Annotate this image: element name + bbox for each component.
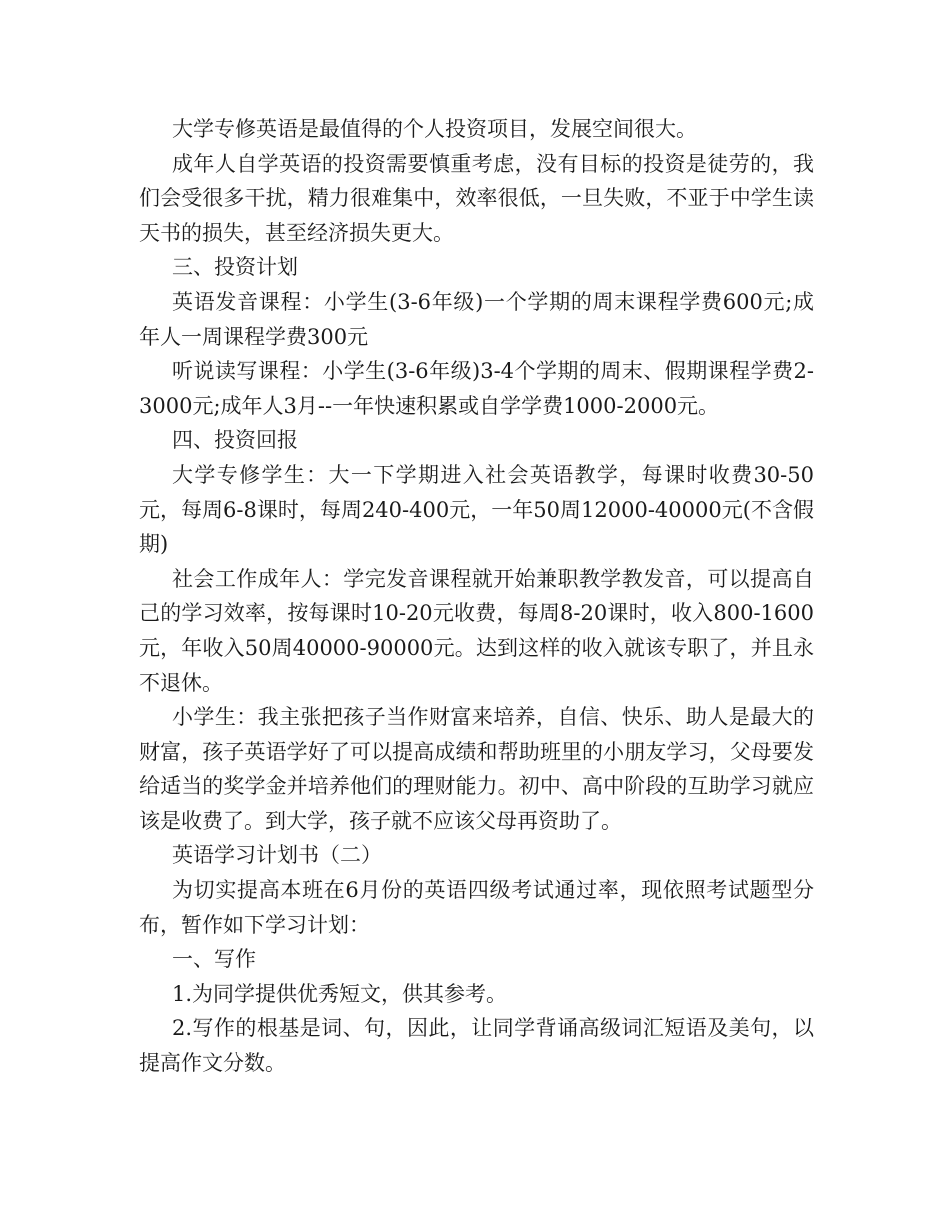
paragraph-pronunciation-course: 英语发音课程：小学生(3-6年级)一个学期的周末课程学费600元;成年人一周课程学费300元 <box>139 289 814 349</box>
heading-study-plan-two: 英语学习计划书（二） <box>172 843 382 868</box>
heading-writing: 一、写作 <box>172 947 256 972</box>
document-body <box>139 112 814 1081</box>
heading-investment-plan: 三、投资计划 <box>172 255 298 280</box>
list-item-writing-2: 2.写作的根基是词、句，因此，让同学背诵高级词汇短语及美句，以提高作文分数。 <box>139 1016 814 1076</box>
paragraph-cet4-plan: 为切实提高本班在6月份的英语四级考试通过率，现依照考试题型分布，暂作如下学习计划： <box>139 878 814 937</box>
paragraph-primary-students: 小学生：我主张把孩子当作财富来培养，自信、快乐、助人是最大的财富，孩子英语学好了可以提高成绩和帮助班里的小朋友学习，父母要发给适当的奖学金并培养他们的理财能力。初中、高中阶段的互助学习就应该是收费了。到大学，孩子就不应该父母再资助了。 <box>139 705 814 833</box>
paragraph-intro-university: 大学专修英语是最值得的个人投资项目，发展空间很大。 <box>172 117 697 141</box>
paragraph-university-students: 大学专修学生：大一下学期进入社会英语教学，每课时收费30-50元，每周6-8课时，每周240-400元，一年50周12000-40000元(不含假期) <box>139 462 814 557</box>
heading-investment-return: 四、投资回报 <box>172 428 298 453</box>
paragraph-listening-course: 听说读写课程：小学生(3-6年级)3-4个学期的周末、假期课程学费2-3000元;成年人3月--一年快速积累或自学学费1000-2000元。 <box>139 359 814 418</box>
list-item-writing-1: 1.为同学提供优秀短文，供其参考。 <box>172 981 508 1006</box>
paragraph-working-adults: 社会工作成年人：学完发音课程就开始兼职教学教发音，可以提高自己的学习效率，按每课时10-20元收费，每周8-20课时，收入800-1600元，年收入50周40000-90000元。达到这样的收入就该专职了，并且永不退休。 <box>139 566 814 695</box>
paragraph-adult-self-study: 成年人自学英语的投资需要慎重考虑，没有目标的投资是徒劳的，我们会受很多干扰，精力很难集中，效率很低，一旦失败，不亚于中学生读天书的损失，甚至经济损失更大。 <box>139 151 814 245</box>
